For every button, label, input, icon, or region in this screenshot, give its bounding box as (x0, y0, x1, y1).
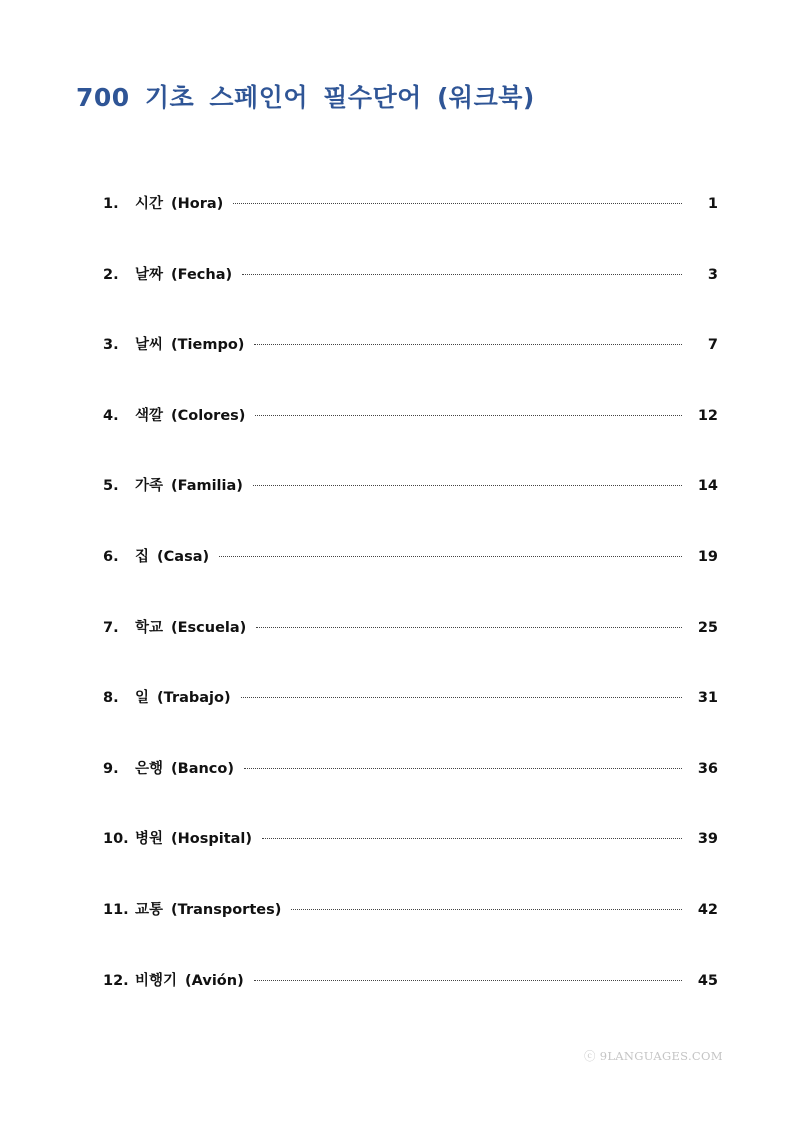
toc-dot-leader (254, 344, 682, 345)
toc-entry-page: 31 (697, 690, 718, 707)
toc-entry-spanish: (Colores) (171, 407, 246, 424)
toc-dot-leader (233, 203, 682, 204)
toc-entry-korean: 색깔 (135, 407, 164, 424)
toc-dot-leader (254, 980, 682, 981)
toc-entry-korean: 날씨 (135, 337, 164, 354)
toc-dot-leader (219, 556, 682, 557)
toc-entry-spanish: (Hospital) (171, 831, 253, 848)
toc-entry-korean: 병원 (135, 831, 164, 848)
toc-entry-banco[interactable] (103, 751, 718, 822)
toc-entry-number: 4. (103, 407, 119, 424)
toc-entry-page: 45 (697, 972, 718, 989)
toc-entry-colores[interactable] (103, 398, 718, 469)
toc-entry-tiempo[interactable] (103, 327, 718, 398)
toc-entry-spanish: (Tiempo) (171, 337, 245, 354)
toc-entry-page: 36 (697, 760, 718, 777)
toc-entry-spanish: (Escuela) (171, 619, 247, 636)
toc-entry-hora[interactable] (103, 186, 718, 257)
toc-entry-korean: 학교 (135, 619, 164, 636)
toc-entry-spanish: (Banco) (171, 760, 234, 777)
toc-entry-korean: 날짜 (135, 266, 164, 283)
toc-entry-page: 12 (697, 407, 718, 424)
toc-entry-fecha[interactable] (103, 257, 718, 328)
toc-entry-page: 1 (707, 196, 718, 212)
toc-entry-spanish: (Trabajo) (157, 690, 231, 707)
toc-entry-page: 14 (697, 478, 718, 495)
toc-entry-page: 7 (707, 337, 718, 354)
toc-entry-korean: 교통 (135, 901, 164, 918)
toc-entry-spanish: (Hora) (171, 196, 224, 212)
toc-dot-leader (244, 768, 682, 769)
toc-entry-number: 5. (103, 478, 119, 495)
toc-entry-number: 9. (103, 760, 119, 777)
toc-entry-escuela[interactable] (103, 610, 718, 681)
toc-entry-page: 19 (697, 548, 718, 565)
toc-dot-leader (262, 838, 682, 839)
toc-entry-number: 10. (103, 831, 129, 848)
toc-entry-korean: 비행기 (135, 972, 178, 989)
toc-entry-casa[interactable] (103, 539, 718, 610)
toc-entry-korean: 일 (135, 690, 150, 707)
toc-entry-number: 11. (103, 901, 129, 918)
toc-entry-page: 25 (697, 619, 718, 636)
toc-entry-hospital[interactable] (103, 821, 718, 892)
toc-entry-korean: 집 (135, 548, 150, 565)
toc-entry-number: 1. (103, 196, 119, 212)
toc-entry-page: 39 (697, 831, 718, 848)
toc-entry-spanish: (Transportes) (171, 901, 282, 918)
toc-entry-korean: 은행 (135, 760, 164, 777)
toc-entry-number: 12. (103, 972, 129, 989)
toc-entry-korean: 가족 (135, 478, 164, 495)
toc-entry-spanish: (Fecha) (171, 266, 233, 283)
toc-entry-number: 2. (103, 266, 119, 283)
toc-entry-spanish: (Avión) (185, 972, 244, 989)
toc-dot-leader (253, 485, 682, 486)
toc-entry-page: 3 (707, 266, 718, 283)
toc-dot-leader (242, 274, 682, 275)
toc-entry-number: 3. (103, 337, 119, 354)
toc-entry-trabajo[interactable] (103, 680, 718, 751)
toc-entry-page: 42 (697, 901, 718, 918)
toc-dot-leader (241, 697, 682, 698)
toc-entry-spanish: (Familia) (171, 478, 243, 495)
toc-entry-number: 6. (103, 548, 119, 565)
toc-entry-number: 8. (103, 690, 119, 707)
toc-dot-leader (256, 627, 682, 628)
toc-entry-korean: 시간 (135, 196, 164, 212)
table-of-contents (103, 186, 718, 1033)
toc-entry-number: 7. (103, 619, 119, 636)
toc-entry-spanish: (Casa) (157, 548, 210, 565)
toc-dot-leader (291, 909, 682, 910)
toc-dot-leader (255, 415, 682, 416)
toc-entry-transportes[interactable] (103, 892, 718, 963)
page-title: 700 기초 스페인어 필수단어 (워크북) (76, 83, 535, 112)
toc-entry-avion[interactable] (103, 963, 718, 1034)
toc-entry-familia[interactable] (103, 468, 718, 539)
copyright-watermark: ⓒ 9LANGUAGES.COM (584, 1049, 723, 1063)
